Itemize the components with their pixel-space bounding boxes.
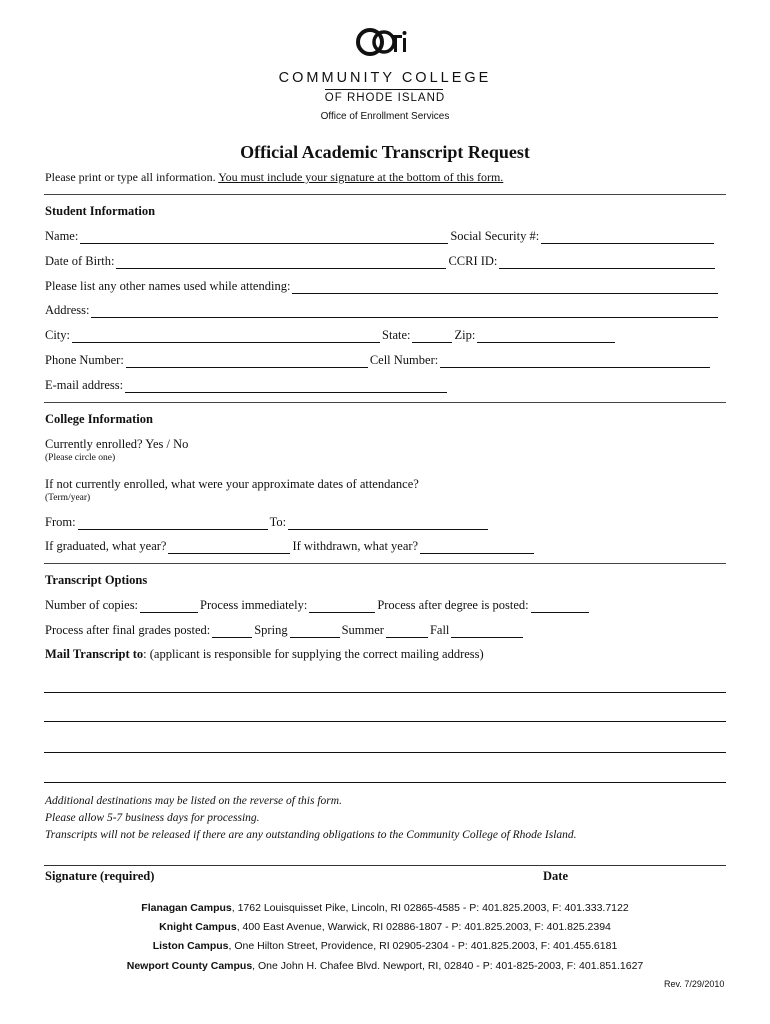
divider xyxy=(44,402,726,403)
note-processing: Please allow 5-7 business days for processing. xyxy=(45,812,260,824)
fall-extra-field[interactable] xyxy=(451,626,523,638)
from-to-row xyxy=(45,514,490,530)
mailing-address-line-3[interactable] xyxy=(44,752,726,753)
mailing-address-line-4[interactable] xyxy=(44,782,726,783)
campus-knight xyxy=(0,921,770,933)
ssn-field[interactable] xyxy=(541,232,714,244)
name-field[interactable] xyxy=(80,232,448,244)
to-field[interactable] xyxy=(288,518,488,530)
from-field[interactable] xyxy=(78,518,268,530)
campus-info: , One Hilton Street, Providence, RI 02905-2304 - P: 401.825.2003, F: 401.455.6181 xyxy=(228,940,618,952)
after-degree-label: Process after degree is posted: xyxy=(377,598,529,612)
zip-label: Zip: xyxy=(454,328,476,342)
student-info-heading: Student Information xyxy=(45,204,156,218)
city-label: City: xyxy=(45,328,71,342)
copies-field[interactable] xyxy=(140,601,198,613)
office-name: Office of Enrollment Services xyxy=(320,111,450,122)
date-label: Date xyxy=(543,869,568,883)
transcript-options-heading: Transcript Options xyxy=(45,573,148,587)
other-names-row xyxy=(45,278,720,294)
campus-name: Flanagan Campus xyxy=(141,902,232,914)
city-row xyxy=(45,327,617,343)
graduated-row xyxy=(45,538,536,554)
zip-field[interactable] xyxy=(477,331,615,343)
graduated-label: If graduated, what year? xyxy=(45,539,167,553)
address-label: Address: xyxy=(45,303,90,317)
immediately-field[interactable] xyxy=(309,601,375,613)
termyear-note: (Term/year) xyxy=(45,493,91,503)
address-field[interactable] xyxy=(91,306,718,318)
dates-question: If not currently enrolled, what were your approximate dates of attendance? xyxy=(45,477,419,491)
campus-name: Knight Campus xyxy=(159,921,237,933)
graduated-field[interactable] xyxy=(168,542,290,554)
state-field[interactable] xyxy=(412,331,452,343)
dob-field[interactable] xyxy=(116,257,446,269)
college-name-line2: OF RHODE ISLAND xyxy=(324,92,446,104)
grades-row xyxy=(45,622,525,638)
phone-field[interactable] xyxy=(126,356,368,368)
campus-flanagan xyxy=(0,902,770,914)
name-row xyxy=(45,228,716,244)
campus-liston xyxy=(0,940,770,952)
other-names-label: Please list any other names used while attending: xyxy=(45,279,291,293)
state-label: State: xyxy=(382,328,411,342)
spring-field[interactable] xyxy=(212,626,252,638)
divider xyxy=(44,563,726,564)
copies-row xyxy=(45,597,591,613)
intro-underlined: You must include your signature at the bottom of this form. xyxy=(218,170,504,184)
campus-info: , 1762 Louisquisset Pike, Lincoln, RI 02865-4585 - P: 401.825.2003, F: 401.333.7122 xyxy=(231,902,629,914)
summer-field[interactable] xyxy=(290,626,340,638)
ccri-id-field[interactable] xyxy=(499,257,715,269)
enrolled-label: Currently enrolled? Yes / No xyxy=(45,437,189,451)
revision-date: Rev. 7/29/2010 xyxy=(664,979,725,989)
campus-newport xyxy=(0,960,770,972)
city-field[interactable] xyxy=(72,331,380,343)
mailing-address-line-1[interactable] xyxy=(44,692,726,693)
intro-text xyxy=(45,170,503,185)
campus-info: , One John H. Chafee Blvd. Newport, RI, 02840 - P: 401-825-2003, F: 401.851.1627 xyxy=(252,960,644,972)
mail-row xyxy=(45,646,484,662)
ccri-logo-mark xyxy=(356,22,416,62)
mail-instructions: : (applicant is responsible for supplying the correct mailing address) xyxy=(143,647,484,661)
note-obligations: Transcripts will not be released if there are any outstanding obligations to the Community College of Rhode Island. xyxy=(45,829,577,841)
withdrawn-field[interactable] xyxy=(420,542,534,554)
campus-info: , 400 East Avenue, Warwick, RI 02886-1807 - P: 401.825.2003, F: 401.825.2394 xyxy=(236,921,611,933)
dob-row xyxy=(45,253,717,269)
withdrawn-label: If withdrawn, what year? xyxy=(292,539,419,553)
cell-label: Cell Number: xyxy=(369,353,439,367)
intro-plain: Please print or type all information. xyxy=(45,170,219,184)
from-label: From: xyxy=(45,515,76,529)
phone-label: Phone Number: xyxy=(45,353,124,367)
email-row xyxy=(45,377,449,393)
divider xyxy=(44,194,726,195)
college-info-heading: College Information xyxy=(45,412,153,426)
mailing-address-line-2[interactable] xyxy=(44,721,726,722)
phone-row xyxy=(45,352,712,368)
enrolled-row xyxy=(45,436,188,452)
form-title: Official Academic Transcript Request xyxy=(240,142,530,162)
note-additional: Additional destinations may be listed on the reverse of this form. xyxy=(45,795,342,807)
dates-question-row xyxy=(45,476,419,492)
copies-label: Number of copies: xyxy=(45,598,139,612)
spring-label: Spring xyxy=(254,623,288,637)
after-degree-field[interactable] xyxy=(531,601,589,613)
ssn-label: Social Security #: xyxy=(450,229,540,243)
dob-label: Date of Birth: xyxy=(45,254,115,268)
other-names-field[interactable] xyxy=(292,282,718,294)
fall-field[interactable] xyxy=(386,626,428,638)
ccri-id-label: CCRI ID: xyxy=(448,254,498,268)
campus-name: Newport County Campus xyxy=(126,960,253,972)
college-logo xyxy=(356,22,416,62)
circle-note: (Please circle one) xyxy=(45,453,116,463)
email-label: E-mail address: xyxy=(45,378,124,392)
header-rule xyxy=(325,89,443,90)
name-label: Name: xyxy=(45,229,79,243)
summer-label: Summer xyxy=(341,623,384,637)
mail-label: Mail Transcript to xyxy=(45,647,144,661)
cell-field[interactable] xyxy=(440,356,710,368)
address-row xyxy=(45,302,720,318)
signature-line[interactable] xyxy=(44,865,726,866)
fall-label: Fall xyxy=(429,623,450,637)
signature-label: Signature (required) xyxy=(45,869,155,883)
after-grades-label: Process after final grades posted: xyxy=(45,623,211,637)
to-label: To: xyxy=(269,515,287,529)
college-name-line1: COMMUNITY COLLEGE xyxy=(278,70,492,86)
campus-name: Liston Campus xyxy=(152,940,229,952)
immediately-label: Process immediately: xyxy=(200,598,308,612)
email-field[interactable] xyxy=(125,381,447,393)
